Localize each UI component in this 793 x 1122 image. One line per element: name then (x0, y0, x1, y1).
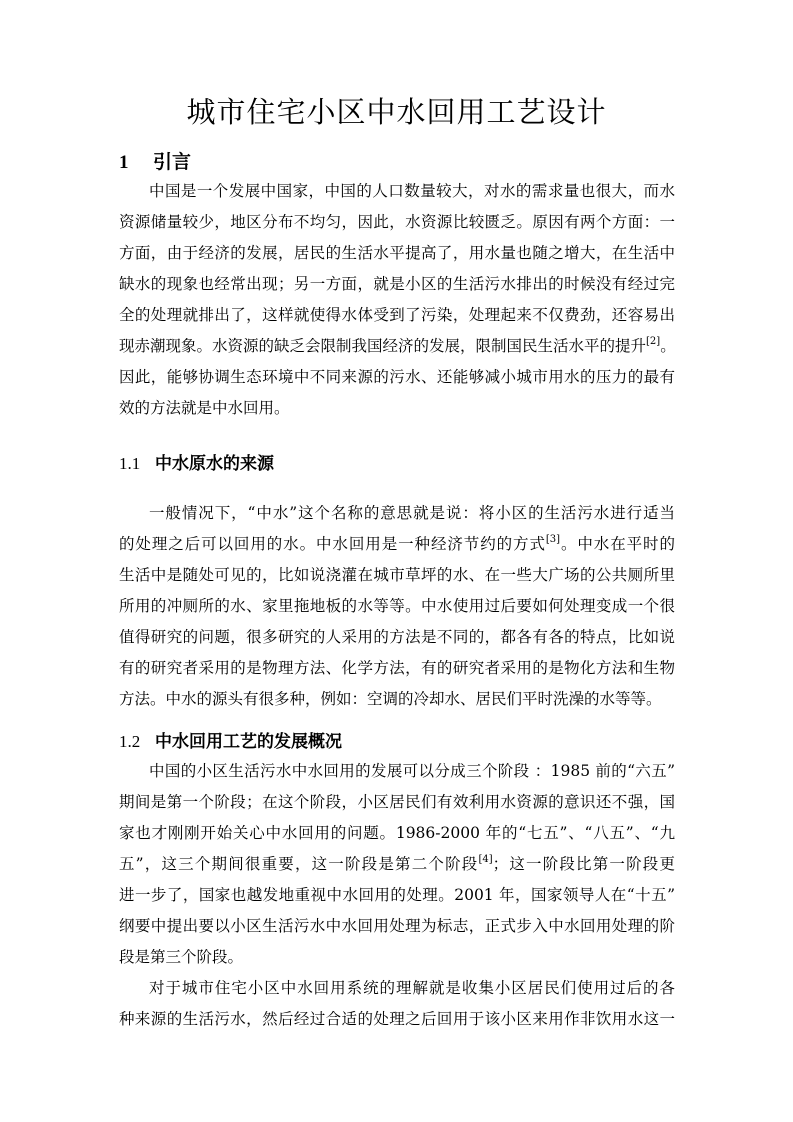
text-line: 期间是第一个阶段；在这个阶段，小区居民们有效利用水资源的意识还不强，国 (119, 793, 675, 811)
citation-marker: [2] (646, 336, 661, 347)
section-heading-1 (119, 148, 675, 176)
text-line (119, 331, 675, 362)
text-line: 资源储量较少，地区分布不均匀，因此，水资源比较匮乏。原因有两个方面：一 (119, 213, 675, 231)
section-title: 引言 (153, 151, 192, 173)
section-number: 1.2 (119, 732, 141, 751)
text-line: 家也才刚刚开始关心中水回用的问题。1986-2000 年的“七五”、“八五”、“九 (119, 824, 675, 842)
section-water-source (119, 450, 675, 715)
section-number: 1 (119, 152, 129, 173)
citation-marker: [3] (545, 534, 561, 545)
text-line: 方法。中水的源头有很多种，例如：空调的冷却水、居民们平时洗澡的水等等。 (119, 690, 662, 708)
text-segment: 现赤潮现象。水资源的缺乏会限制我国经济的发展，限制国民生活水平的提升 (119, 337, 647, 355)
text-line: 一般情况下，“中水”这个名称的意思就是说：将小区的生活污水进行适当 (149, 504, 675, 522)
text-segment: 五”，这三个期间很重要，这一阶段是第二个阶段 (119, 855, 479, 873)
paragraph (119, 498, 675, 715)
text-line (119, 529, 675, 560)
text-line: 全的处理就排出了，这样就使得水体受到了污染，处理起来不仅费劲，还容易出 (119, 306, 675, 324)
text-line: 所用的冲厕所的水、家里拖地板的水等等。中水使用过后要如何处理变成一个很 (119, 597, 675, 615)
citation-marker: [4] (478, 854, 493, 865)
section-heading-1-1 (119, 450, 675, 478)
paragraph (119, 973, 675, 1035)
section-title: 中水回用工艺的发展概况 (155, 732, 342, 752)
paragraph (119, 176, 675, 424)
text-line: 纲要中提出要以小区生活污水中水回用处理为标志，正式步入中水回用处理的阶 (119, 917, 675, 935)
text-line: 种来源的生活污水，然后经过合适的处理之后回用于该小区来用作非饮用水这一 (119, 1010, 675, 1028)
section-title: 中水原水的来源 (155, 454, 274, 474)
text-line: 缺水的现象也经常出现；另一方面，就是小区的生活污水排出的时候没有经过完 (119, 275, 675, 293)
text-line: 方面，由于经济的发展，居民的生活水平提高了，用水量也随之增大，在生活中 (119, 244, 675, 262)
text-line: 进一步了，国家也越发地重视中水回用的处理。2001 年，国家领导人在“十五” (119, 886, 675, 904)
section-heading-1-2 (119, 728, 675, 756)
text-line: 段是第三个阶段。 (119, 948, 244, 966)
text-segment: 。 (660, 337, 676, 355)
text-line: 中国的小区生活污水中水回用的发展可以分成三个阶段 ：1985 前的“六五” (149, 762, 675, 780)
text-segment: 。中水在平时的 (560, 535, 675, 553)
text-segment: 的处理之后可以回用的水。中水回用是一种经济节约的方式 (119, 535, 546, 553)
text-line: 值得研究的问题，很多研究的人采用的方法是不同的，都各有各的特点，比如说 (119, 628, 675, 646)
document-title: 城市住宅小区中水回用工艺设计 (186, 95, 607, 129)
text-line: 生活中是随处可见的，比如说浇灌在城市草坪的水、在一些大广场的公共厕所里 (119, 566, 675, 584)
text-line: 因此，能够协调生态环境中不同来源的污水、还能够减小城市用水的压力的最有 (119, 368, 675, 386)
section-number: 1.1 (119, 454, 141, 473)
text-segment: ；这一阶段比第一阶段更 (492, 855, 675, 873)
text-line (119, 849, 675, 880)
section-development-overview (119, 728, 675, 1035)
section-introduction (119, 148, 675, 424)
text-line: 效的方法就是中水回用。 (119, 399, 290, 417)
text-line: 对于城市住宅小区中水回用系统的理解就是收集小区居民们使用过后的各 (149, 979, 675, 997)
text-line: 中国是一个发展中国家，中国的人口数量较大，对水的需求量也很大，而水 (149, 182, 675, 200)
paragraph (119, 756, 675, 973)
text-line: 有的研究者采用的是物理方法、化学方法，有的研究者采用的是物化方法和生物 (119, 659, 675, 677)
